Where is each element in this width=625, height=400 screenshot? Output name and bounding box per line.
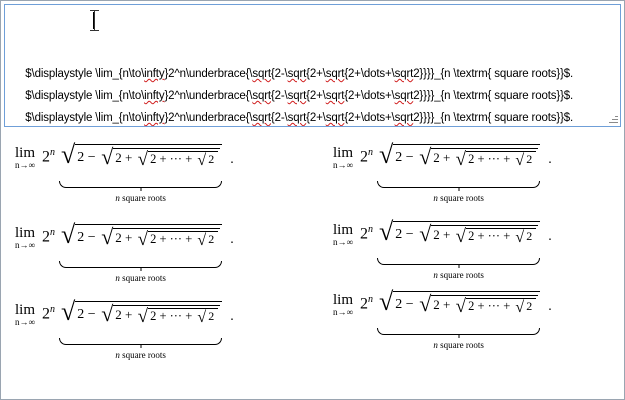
radical-outer-5: √ 2 − √ 2 + √ 2 + ··· + √ 2 [379,218,540,248]
radical-4-6: √ 2 [515,299,533,317]
trailing-period-5: . [548,229,552,245]
latex-line-3-text: $\displaystyle \lim_{n\to\infty}2^n\underbrace{\sqrt{2-\sqrt{2+\sqrt{2+\dots+\sqrt2}}}}_{n \textrm{ square roots}}$. [25,112,574,124]
trailing-period-1: . [230,152,234,168]
underbrace-label-1: n square roots [115,193,166,203]
latex-line-1[interactable] [5,41,620,80]
radical-4-4: √ 2 [515,152,533,170]
rendered-formula-3 [15,297,234,360]
radical-3-5: √ 2 + ··· + √ 2 [456,226,537,246]
coefficient-4: 2$^n$ [360,147,374,166]
underbrace-3 [59,338,222,360]
underbrace-label-4: n square roots [433,193,484,203]
trailing-period-3: . [230,309,234,325]
radical-2-1: √ 2 + √ 2 + ··· + √ 2 [101,145,220,170]
underbrace-5 [377,258,540,280]
radical-3-1: √ 2 + ··· + √ 2 [138,149,219,169]
radical-outer-3: √ 2 − √ 2 + √ 2 + ··· + √ 2 [61,298,222,328]
underbrace-label-6: n square roots [433,340,484,350]
radical-3-6: √ 2 + ··· + √ 2 [456,296,537,316]
lim-subscript-1: n→∞ [15,160,35,171]
underbrace-label-3: n square roots [115,350,166,360]
coefficient-1: 2$^n$ [42,147,56,166]
radical-4-1: √ 2 [197,152,215,170]
radical-2-2: √ 2 + √ 2 + ··· + √ 2 [101,225,220,250]
radical-outer-4: √ 2 − √ 2 + √ 2 + ··· + √ 2 [379,141,540,171]
limit-operator-5: lim n→∞ [333,222,354,248]
radical-2-5: √ 2 + √ 2 + ··· + √ 2 [419,222,538,247]
limit-operator-2: lim n→∞ [15,225,36,251]
underbrace-4 [377,181,540,203]
rendered-formula-2 [15,220,234,283]
rendered-formula-area [1,133,625,399]
limit-operator-4: lim n→∞ [333,145,354,171]
underbrace-6 [377,328,540,350]
radicand-term-1: 2 − [77,150,96,165]
rendered-formula-5 [333,217,552,280]
text-caret [93,12,94,29]
radical-3-4: √ 2 + ··· + √ 2 [456,149,537,169]
underbrace-2 [59,261,222,283]
underbrace-label-2: n square roots [115,273,166,283]
underbrace-label-5: n square roots [433,270,484,280]
coefficient-3: 2$^n$ [42,304,56,323]
latex-line-1-text: $\displaystyle \lim_{n\to\infty}2^n\underbrace{\sqrt{2-\sqrt{2+\sqrt{2+\dots+\sqrt2}}}}_{n \textrm{ square roots}}$. [25,68,574,80]
resize-handle[interactable] [607,113,619,125]
editor-first-line[interactable] [5,5,620,41]
limit-operator-3: lim n→∞ [15,302,36,328]
trailing-period-2: . [230,232,234,248]
limit-operator-6: lim n→∞ [333,292,354,318]
radical-2-6: √ 2 + √ 2 + ··· + √ 2 [419,292,538,317]
formula-column-left [1,133,313,399]
coefficient-6: 2$^n$ [360,294,374,313]
trailing-period-4: . [548,152,552,168]
radical-4-2: √ 2 [197,232,215,250]
rendered-formula-6 [333,287,552,350]
latex-line-2-text: $\displaystyle \lim_{n\to\infty}2^n\underbrace{\sqrt{2-\sqrt{2+\sqrt{2+\dots+\sqrt2}}}}_{n \textrm{ square roots}}$. [25,90,574,102]
radical-4-3: √ 2 [197,309,215,327]
lim-label-1: lim [15,145,36,162]
limit-operator-1 [15,146,35,170]
latex-source-editor[interactable] [4,4,621,127]
coefficient-5: 2$^n$ [360,224,374,243]
radical-outer-2: √ 2 − √ 2 + √ 2 + ··· + √ 2 [61,221,222,251]
underbrace-1 [59,181,222,203]
radical-outer-1: √ 2 − √ 2 + √ 2 + ··· + √ 2 [61,141,222,171]
rendered-formula-4 [333,140,552,203]
radical-4-5: √ 2 [515,229,533,247]
formula-column-right [313,133,625,399]
radical-outer-6: √ 2 − √ 2 + √ 2 + ··· + √ 2 [379,288,540,318]
trailing-period-6: . [548,299,552,315]
ibeam-cursor-icon [90,10,99,31]
radical-2-4: √ 2 + √ 2 + ··· + √ 2 [419,145,538,170]
coefficient-2: 2$^n$ [42,227,56,246]
radical-3-3: √ 2 + ··· + √ 2 [138,306,219,326]
radical-3-2: √ 2 + ··· + √ 2 [138,229,219,249]
radical-2-3: √ 2 + √ 2 + ··· + √ 2 [101,302,220,327]
rendered-formula-1 [15,140,234,203]
